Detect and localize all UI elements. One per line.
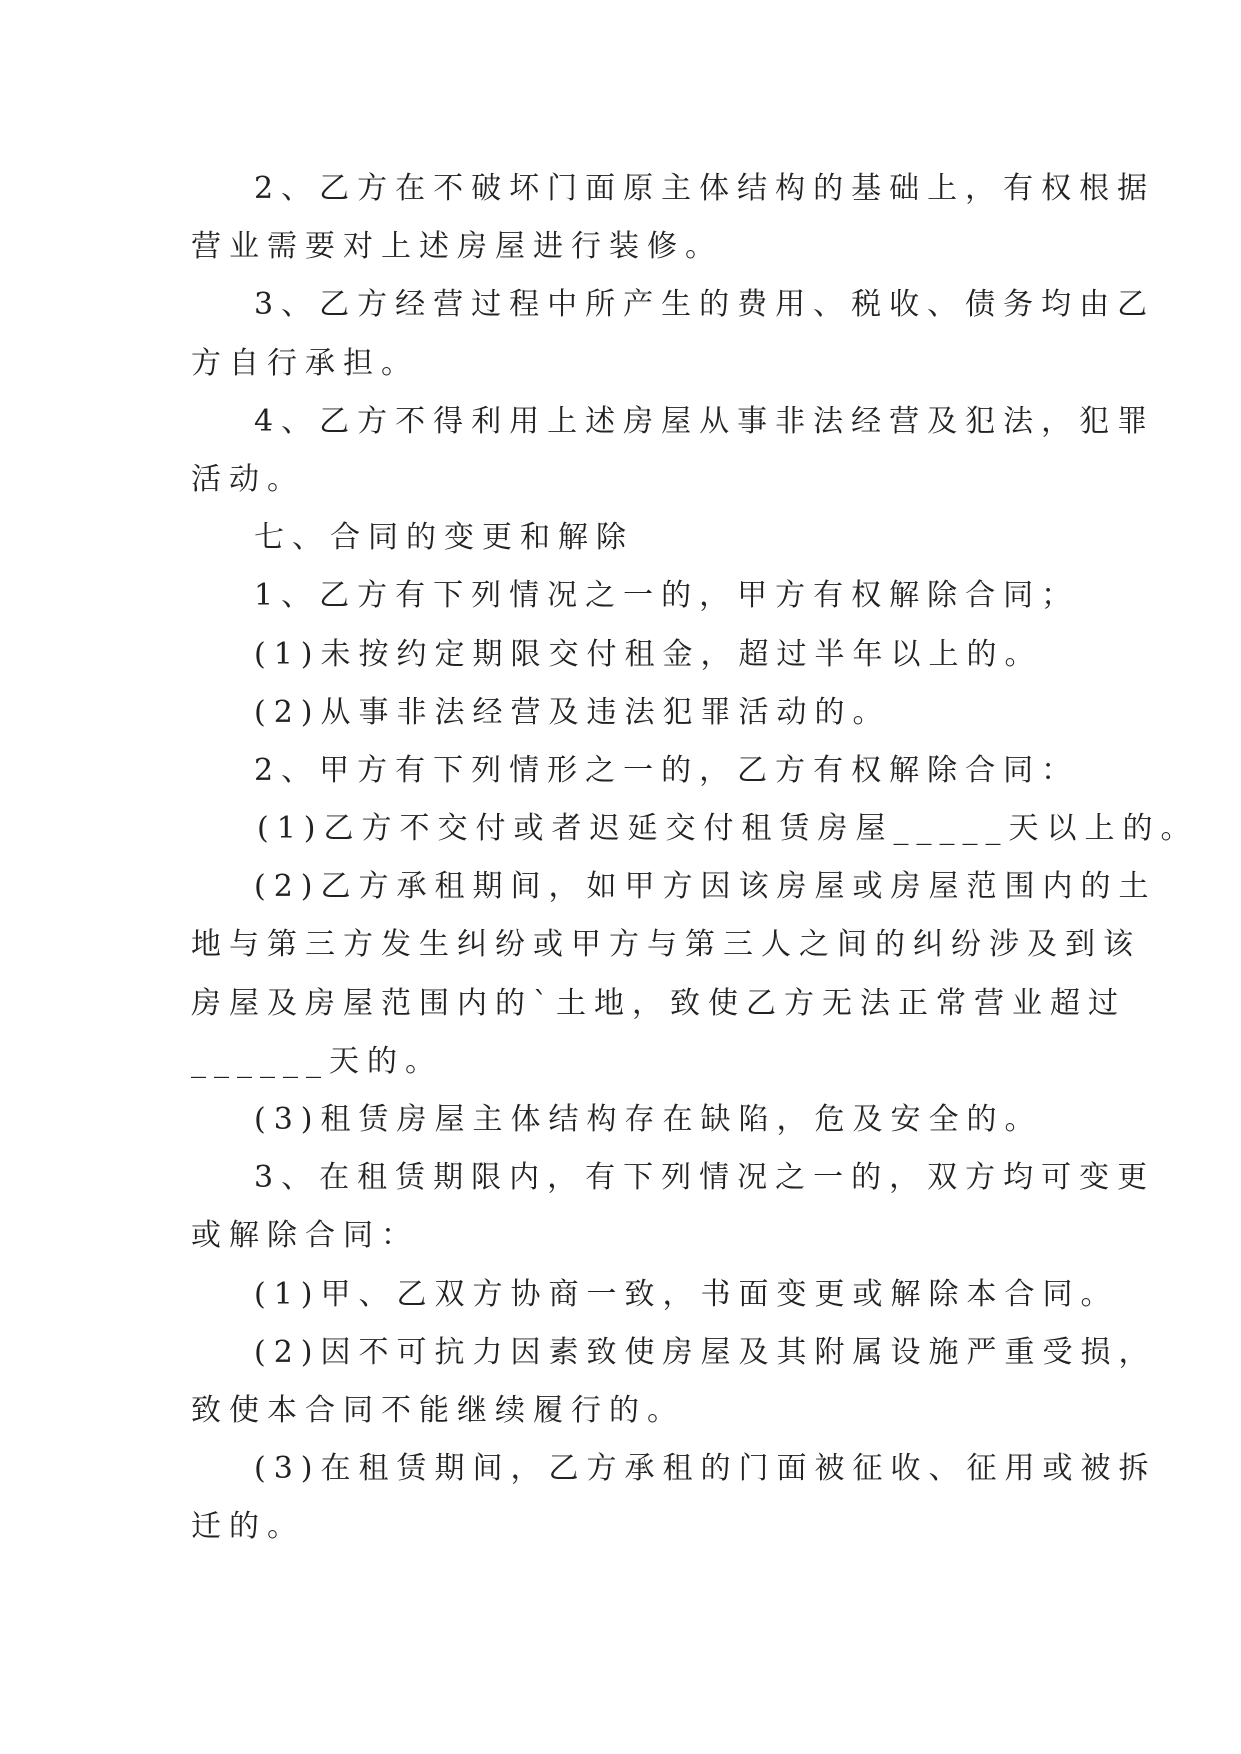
list-item: (2)因不可抗力因素致使房屋及其附属设施严重受损， <box>254 1334 1157 1370</box>
section-heading: 七、合同的变更和解除 <box>254 520 634 556</box>
paragraph-line: ______天的。 <box>191 1043 443 1079</box>
paragraph-line: 致使本合同不能继续履行的。 <box>191 1392 685 1428</box>
paragraph-line: 方自行承担。 <box>191 345 419 381</box>
list-item: (3)在租赁期间，乙方承租的门面被征收、征用或被拆 <box>254 1451 1157 1487</box>
list-item: (1)乙方不交付或者迟延交付租赁房屋_____天以上的。 <box>257 811 1199 847</box>
paragraph-line: 活动。 <box>191 461 305 497</box>
paragraph-line: 3、在租赁期限内，有下列情况之一的，双方均可变更 <box>254 1160 1156 1196</box>
list-item: (2)乙方承租期间，如甲方因该房屋或房屋范围内的土 <box>254 869 1157 905</box>
list-item: (2)从事非法经营及违法犯罪活动的。 <box>254 694 891 730</box>
paragraph-line: 3、乙方经营过程中所产生的费用、税收、债务均由乙 <box>254 287 1156 323</box>
list-item: (3)租赁房屋主体结构存在缺陷，危及安全的。 <box>254 1102 1043 1137</box>
paragraph-line: 1、乙方有下列情况之一的，甲方有权解除合同； <box>254 578 1080 614</box>
paragraph-line: 4、乙方不得利用上述房屋从事非法经营及犯法，犯罪 <box>254 403 1156 439</box>
paragraph-line: 迁的。 <box>191 1509 305 1545</box>
paragraph-line: 房屋及房屋范围内的`土地，致使乙方无法正常营业超过 <box>191 985 1126 1021</box>
paragraph-line: 2、甲方有下列情形之一的，乙方有权解除合同： <box>254 752 1080 788</box>
document-body <box>191 160 1199 1557</box>
paragraph-line: 或解除合同： <box>191 1218 419 1254</box>
list-item: (1)未按约定期限交付租金，超过半年以上的。 <box>254 636 1043 672</box>
paragraph-line: 营业需要对上述房屋进行装修。 <box>191 229 723 265</box>
paragraph-line: 2、乙方在不破坏门面原主体结构的基础上，有权根据 <box>254 171 1156 206</box>
list-item: (1)甲、乙双方协商一致，书面变更或解除本合同。 <box>254 1276 1119 1312</box>
paragraph-line: 地与第三方发生纠纷或甲方与第三人之间的纠纷涉及到该 <box>191 927 1141 963</box>
